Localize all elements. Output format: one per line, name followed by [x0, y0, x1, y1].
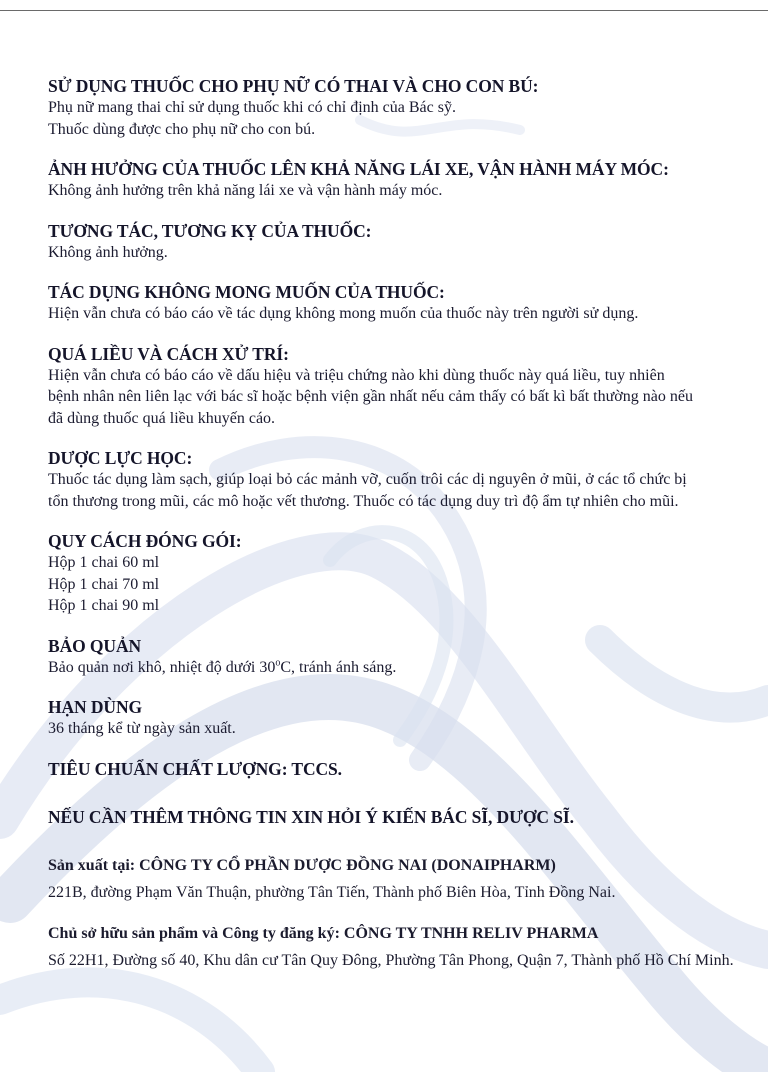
section-advice: [48, 807, 763, 828]
advice-heading: NẾU CẦN THÊM THÔNG TIN XIN HỎI Ý KIẾN BÁC SĨ, DƯỢC SĨ.: [48, 806, 574, 827]
owner-label: Chủ sở hữu sản phẩm và Công ty đăng ký:: [48, 924, 344, 942]
storage-text: [48, 657, 763, 679]
manufacturer-address: 221B, đường Phạm Văn Thuận, phường Tân Tiến, Thành phố Biên Hòa, Tỉnh Đồng Nai.: [48, 883, 616, 901]
owner-address: Số 22H1, Đường số 40, Khu dân cư Tân Quy Đông, Phường Tân Phong, Quận 7, Thành phố Hồ Chí Minh.: [48, 951, 734, 969]
section-storage: [48, 636, 763, 679]
section-overdose: [48, 344, 763, 430]
owner-name: CÔNG TY TNHH RELIV PHARMA: [343, 924, 599, 942]
section-line: Thuốc tác dụng làm sạch, giúp loại bỏ các mảnh vỡ, cuốn trôi các dị nguyên ở mũi, ở các tổ chức bị: [48, 471, 687, 488]
expiry-text: 36 tháng kể từ ngày sản xuất.: [48, 720, 236, 737]
standard-heading: TIÊU CHUẨN CHẤT LƯỢNG: TCCS.: [48, 758, 342, 779]
manufacturer-label: Sản xuất tại:: [48, 856, 140, 874]
section-line: bệnh nhân nên liên lạc với bác sĩ hoặc bệnh viện gần nhất nếu cảm thấy có bất kì bất thường nào nếu: [48, 388, 693, 405]
section-line: tổn thương trong mũi, các mô hoặc vết thương. Thuốc có tác dụng duy trì độ ẩm tự nhiên cho mũi.: [48, 492, 679, 510]
owner-block: [48, 923, 763, 972]
section-heading: QUY CÁCH ĐÓNG GÓI:: [48, 531, 242, 551]
section-heading: ẢNH HƯỞNG CỦA THUỐC LÊN KHẢ NĂNG LÁI XE, VẬN HÀNH MÁY MÓC:: [48, 159, 669, 179]
section-heading: QUÁ LIỀU VÀ CÁCH XỬ TRÍ:: [48, 343, 289, 364]
package-item: Hộp 1 chai 60 ml: [48, 554, 160, 571]
section-line: Không ảnh hưởng trên khả năng lái xe và vận hành máy móc.: [48, 182, 443, 199]
section-heading: HẠN DÙNG: [48, 697, 142, 717]
section-pregnancy: [48, 76, 763, 140]
section-heading: BẢO QUẢN: [48, 635, 142, 656]
section-line: Phụ nữ mang thai chỉ sử dụng thuốc khi có chỉ định của Bác sỹ.: [48, 99, 456, 116]
section-line: Không ảnh hưởng.: [48, 243, 168, 261]
package-item: Hộp 1 chai 90 ml: [48, 597, 160, 614]
section-line: Thuốc dùng được cho phụ nữ cho con bú.: [48, 120, 316, 138]
manufacturer-block: [48, 855, 763, 904]
section-standard: [48, 759, 763, 780]
section-heading: TƯƠNG TÁC, TƯƠNG KỴ CỦA THUỐC:: [48, 220, 372, 241]
storage-text-before: Bảo quản nơi khô, nhiệt độ dưới 30: [48, 658, 276, 676]
section-driving: [48, 159, 763, 202]
section-pharmacodynamics: [48, 448, 763, 512]
section-packaging: [48, 531, 763, 617]
section-heading: SỬ DỤNG THUỐC CHO PHỤ NỮ CÓ THAI VÀ CHO CON BÚ:: [48, 76, 539, 96]
section-heading: TÁC DỤNG KHÔNG MONG MUỐN CỦA THUỐC:: [48, 282, 445, 302]
leaflet-content: [48, 76, 763, 991]
section-line: Hiện vẫn chưa có báo cáo về tác dụng không mong muốn của thuốc này trên người sử dụng.: [48, 305, 639, 322]
section-line: Hiện vẫn chưa có báo cáo về dấu hiệu và triệu chứng nào khi dùng thuốc này quá liều, tuy nhiên: [48, 366, 665, 384]
manufacturer-name: CÔNG TY CỔ PHẦN DƯỢC ĐỒNG NAI (DONAIPHARM): [139, 856, 556, 874]
storage-text-after: C, tránh ánh sáng.: [280, 658, 397, 676]
section-side-effects: [48, 282, 763, 325]
section-heading: DƯỢC LỰC HỌC:: [48, 448, 193, 468]
section-expiry: [48, 697, 763, 740]
degree-sup: o: [275, 657, 281, 669]
section-line: đã dùng thuốc quá liều khuyến cáo.: [48, 409, 276, 427]
package-item: Hộp 1 chai 70 ml: [48, 575, 160, 593]
section-interactions: [48, 221, 763, 264]
